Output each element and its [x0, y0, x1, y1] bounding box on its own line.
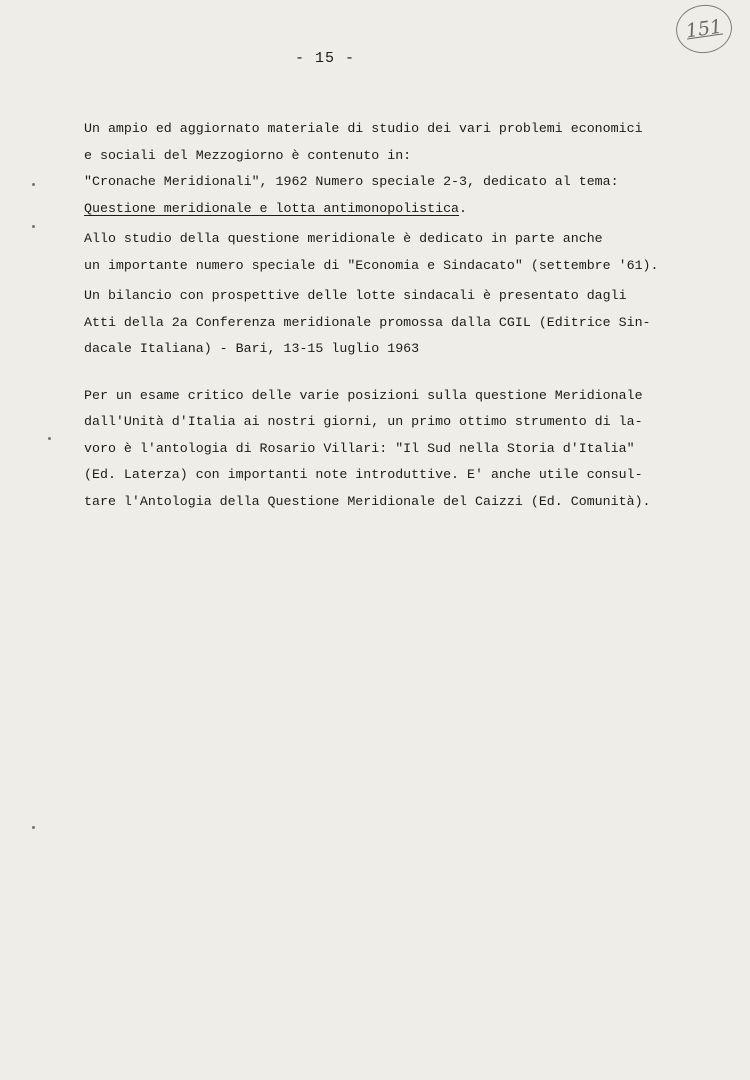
- margin-mark: [32, 826, 35, 829]
- text-line: dacale Italiana) - Bari, 13-15 luglio 1963: [84, 341, 420, 356]
- text-line: Un bilancio con prospettive delle lotte sindacali è presentato dagli: [84, 288, 627, 303]
- archive-stamp: [673, 1, 735, 56]
- archive-stamp-number: 151: [684, 15, 724, 43]
- text-line: (Ed. Laterza) con importanti note introduttive. E' anche utile consul-: [84, 467, 643, 482]
- page-number: - 15 -: [294, 50, 355, 67]
- text-line: un importante numero speciale di "Economia e Sindacato" (settembre '61).: [84, 257, 659, 273]
- text-line: [84, 196, 724, 223]
- paragraph-3: [84, 283, 724, 363]
- paragraph-1: [84, 116, 724, 222]
- margin-mark: [48, 437, 51, 440]
- text-line: Allo studio della questione meridionale è dedicato in parte anche: [84, 231, 603, 246]
- text-line: tare l'Antologia della Questione Meridionale del Caizzi (Ed. Comunità).: [84, 493, 651, 509]
- text-line: voro è l'antologia di Rosario Villari: "Il Sud nella Storia d'Italia": [84, 440, 635, 456]
- underlined-title: Questione meridionale e lotta antimonopolistica: [84, 200, 460, 216]
- text-line: Atti della 2a Conferenza meridionale promossa dalla CGIL (Editrice Sin-: [84, 314, 651, 330]
- title-period: .: [459, 200, 468, 216]
- text-line: e sociali del Mezzogiorno è contenuto in:: [84, 147, 412, 163]
- text-line: Un ampio ed aggiornato materiale di studio dei vari problemi economici: [84, 121, 643, 136]
- paragraph-4: [84, 383, 724, 516]
- document-body: [84, 116, 724, 515]
- text-line: Per un esame critico delle varie posizioni sulla questione Meridionale: [84, 387, 643, 403]
- paragraph-2: [84, 226, 724, 279]
- text-line: "Cronache Meridionali", 1962 Numero speciale 2-3, dedicato al tema:: [84, 174, 619, 189]
- margin-mark: [32, 225, 35, 228]
- margin-mark: [32, 183, 35, 186]
- text-line: dall'Unità d'Italia ai nostri giorni, un primo ottimo strumento di la-: [84, 414, 643, 429]
